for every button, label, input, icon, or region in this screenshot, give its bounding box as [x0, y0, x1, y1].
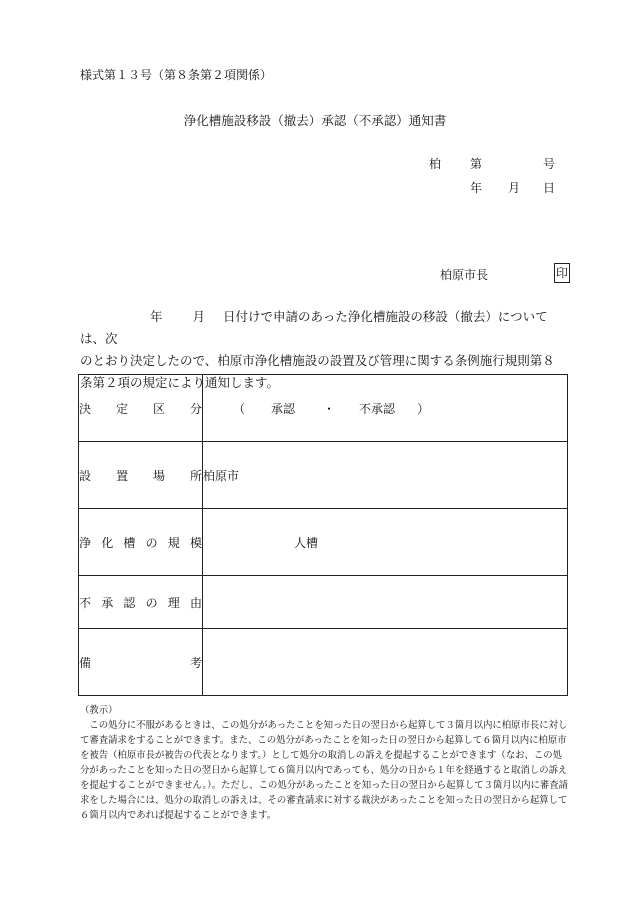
notice-heading: （教示） [80, 705, 118, 716]
body-month: 月 [192, 309, 206, 324]
label-location: 設 置 場 所 [79, 442, 203, 509]
date-year: 年 [470, 181, 483, 195]
reference-go: 号 [543, 157, 556, 171]
label-decision: 決 定 区 分 [79, 375, 203, 442]
label-scale: 浄 化 槽 の 規 模 [79, 509, 203, 576]
table-row-scale [79, 509, 568, 576]
open-paren: （ [233, 401, 246, 416]
label-remarks: 備 考 [79, 629, 203, 696]
date-day: 日 [543, 181, 556, 195]
notice-text: この処分に不服があるときは、この処分があったことを知った日の翌日から起算して３箇月以内に柏原市長に対して審査請求をすることができます。また、この処分があったことを知った日の翌日から起算して６箇月以内に柏原市を被告（柏原市長が被告の代表となります。）として処分の取消しの訴えを提起することができます（なお、この処分があったことを知った日の翌日から起算して６箇月以内であっても、処分の日から１年を経過すると取消しの訴えを提起することができません。）。ただし、この処分があったことを知った日の翌日から起算して３箇月以内に審査請求をした場合には、処分の取消しの訴えは、その審査請求に対する裁決があったことを知った日の翌日から起算して６箇月以内であれば提起することができます。 [80, 720, 568, 821]
reference-dai: 第 [470, 157, 483, 171]
table-row-decision [79, 375, 568, 442]
date-month: 月 [508, 181, 521, 195]
table-row-location [79, 442, 568, 509]
body-year: 年 [150, 309, 163, 324]
body-line3: 条第２項の規定により通知します。 [80, 375, 280, 390]
close-paren: ） [417, 401, 430, 416]
table-row-reason [79, 576, 568, 629]
seal-stamp: 印 [554, 263, 570, 283]
location-value[interactable]: 柏原市 [203, 442, 568, 509]
decision-table [78, 374, 568, 696]
body-line1: 日付けで申請のあった浄化槽施設の移設（撤去）については、次 [80, 309, 548, 346]
page-title: 浄化槽施設移設（撤去）承認（不承認）通知書 [183, 113, 447, 128]
table-row-remarks [79, 629, 568, 696]
decision-options [203, 375, 568, 442]
separator-dot: ・ [323, 401, 336, 416]
issuer-name: 柏原市長 [440, 268, 489, 282]
reference-city: 柏 [429, 157, 442, 171]
body-line2: のとおり決定したので、柏原市浄化槽施設の設置及び管理に関する条例施行規則第８ [80, 353, 555, 368]
remarks-value[interactable] [203, 629, 568, 696]
reject-option[interactable]: 不承認 [359, 401, 396, 416]
scale-value[interactable]: 人槽 [203, 509, 568, 576]
label-reason: 不 承 認 の 理 由 [79, 576, 203, 629]
approve-option[interactable]: 承認 [271, 401, 296, 416]
reason-value[interactable] [203, 576, 568, 629]
form-number: 様式第１３号（第８条第２項関係） [80, 68, 273, 82]
appeal-notice [80, 703, 568, 823]
